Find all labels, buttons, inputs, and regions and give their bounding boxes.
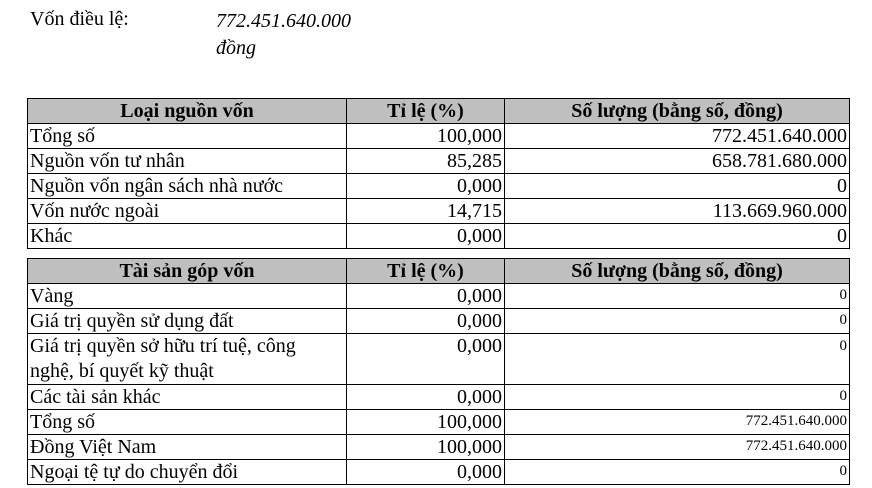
table-row bbox=[28, 174, 850, 199]
table-row bbox=[28, 309, 850, 334]
capital-label: Vốn điều lệ: bbox=[30, 8, 129, 30]
source-name: Nguồn vốn tư nhân bbox=[28, 149, 347, 174]
column-header: Số lượng (bằng số, đồng) bbox=[505, 99, 850, 124]
capital-sources-table bbox=[27, 98, 850, 249]
table-row bbox=[28, 284, 850, 309]
column-header: Tài sản góp vốn bbox=[28, 259, 347, 284]
capital-amount: 772.451.640.000 bbox=[216, 10, 351, 32]
source-ratio: 0,000 bbox=[347, 174, 505, 199]
source-amount: 658.781.680.000 bbox=[505, 149, 850, 174]
table-row bbox=[28, 224, 850, 249]
contributed-assets-table bbox=[27, 258, 850, 485]
table-row bbox=[28, 385, 850, 410]
column-header: Loại nguồn vốn bbox=[28, 99, 347, 124]
asset-ratio: 0,000 bbox=[347, 385, 505, 410]
asset-name: Giá trị quyền sở hữu trí tuệ, công nghệ, bí quyết kỹ thuật bbox=[28, 334, 347, 385]
table-row bbox=[28, 435, 850, 460]
asset-amount: 0 bbox=[505, 460, 850, 485]
source-ratio: 85,285 bbox=[347, 149, 505, 174]
asset-ratio: 100,000 bbox=[347, 435, 505, 460]
table-row bbox=[28, 199, 850, 224]
asset-ratio: 0,000 bbox=[347, 334, 505, 385]
asset-name: Tổng số bbox=[28, 410, 347, 435]
asset-ratio: 0,000 bbox=[347, 284, 505, 309]
source-amount: 113.669.960.000 bbox=[505, 199, 850, 224]
source-ratio: 14,715 bbox=[347, 199, 505, 224]
asset-amount: 772.451.640.000 bbox=[505, 410, 850, 435]
source-amount: 0 bbox=[505, 174, 850, 199]
capital-unit: đồng bbox=[216, 37, 256, 59]
source-name: Nguồn vốn ngân sách nhà nước bbox=[28, 174, 347, 199]
asset-amount: 0 bbox=[505, 284, 850, 309]
asset-name: Ngoại tệ tự do chuyển đổi bbox=[28, 460, 347, 485]
column-header: Tỉ lệ (%) bbox=[347, 259, 505, 284]
source-name: Vốn nước ngoài bbox=[28, 199, 347, 224]
asset-ratio: 0,000 bbox=[347, 460, 505, 485]
table-row bbox=[28, 334, 850, 385]
asset-amount: 0 bbox=[505, 385, 850, 410]
asset-ratio: 0,000 bbox=[347, 309, 505, 334]
column-header: Số lượng (bằng số, đồng) bbox=[505, 259, 850, 284]
asset-name: Các tài sản khác bbox=[28, 385, 347, 410]
asset-name: Vàng bbox=[28, 284, 347, 309]
source-ratio: 100,000 bbox=[347, 124, 505, 149]
table-header-row bbox=[28, 259, 850, 284]
table-row bbox=[28, 124, 850, 149]
asset-ratio: 100,000 bbox=[347, 410, 505, 435]
capital-value bbox=[216, 8, 406, 62]
table-row bbox=[28, 460, 850, 485]
asset-amount: 0 bbox=[505, 309, 850, 334]
asset-name: Giá trị quyền sử dụng đất bbox=[28, 309, 347, 334]
asset-amount: 772.451.640.000 bbox=[505, 435, 850, 460]
source-ratio: 0,000 bbox=[347, 224, 505, 249]
source-amount: 772.451.640.000 bbox=[505, 124, 850, 149]
table-header-row bbox=[28, 99, 850, 124]
table-row bbox=[28, 410, 850, 435]
source-name: Tổng số bbox=[28, 124, 347, 149]
source-name: Khác bbox=[28, 224, 347, 249]
source-amount: 0 bbox=[505, 224, 850, 249]
table-row bbox=[28, 149, 850, 174]
column-header: Tỉ lệ (%) bbox=[347, 99, 505, 124]
asset-amount: 0 bbox=[505, 334, 850, 385]
asset-name: Đồng Việt Nam bbox=[28, 435, 347, 460]
